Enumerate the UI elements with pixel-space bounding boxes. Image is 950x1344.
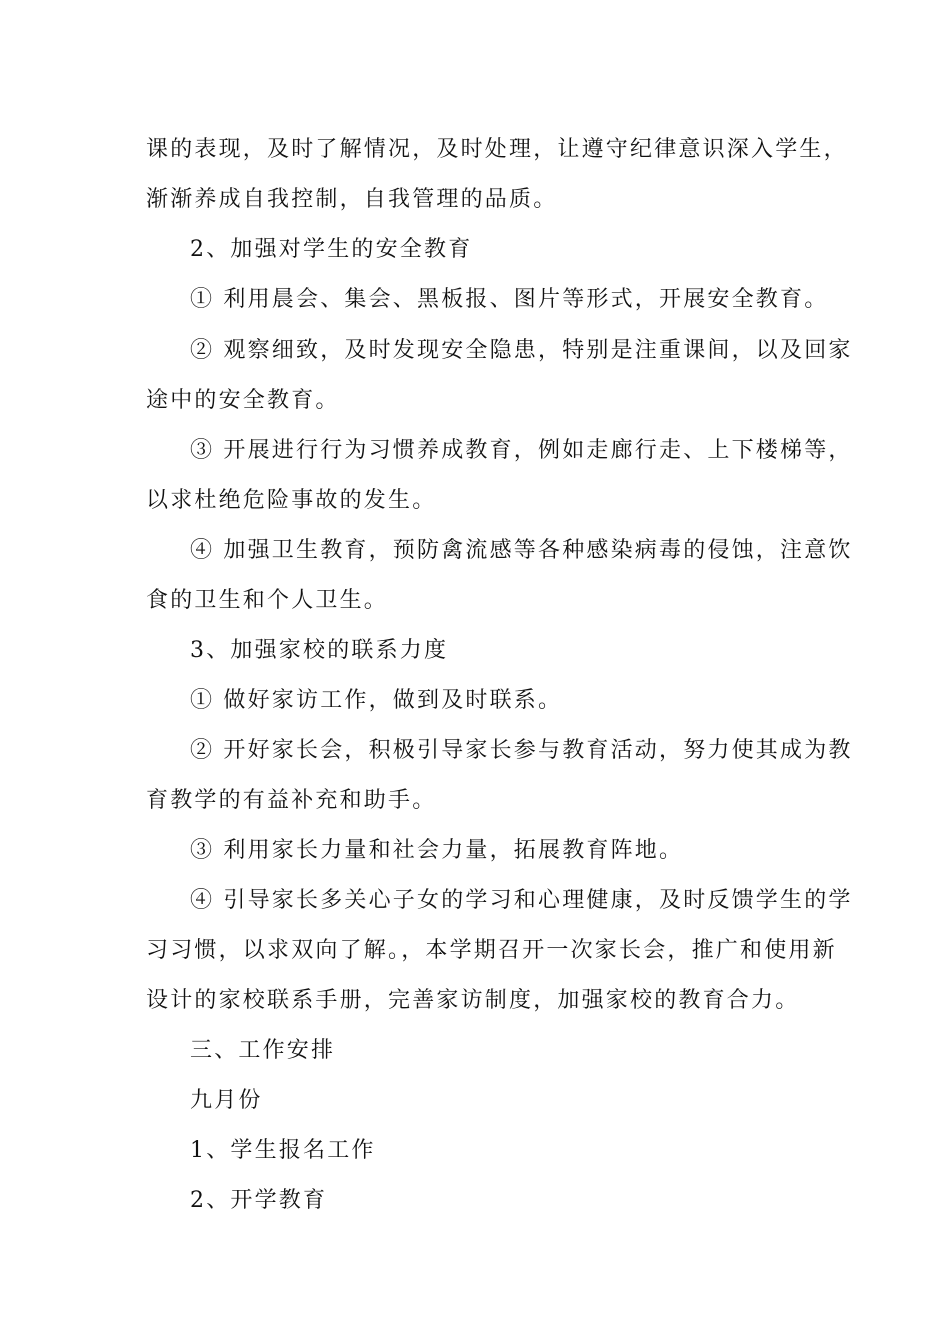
list-item: ③ 开展进行行为习惯养成教育，例如走廊行走、上下楼梯等，: [190, 438, 853, 463]
list-item: ① 利用晨会、集会、黑板报、图片等形式，开展安全教育。: [190, 287, 829, 312]
section-heading: 3、加强家校的联系力度: [190, 638, 449, 663]
text-line: 以求杜绝危险事故的发生。: [146, 488, 437, 513]
text-line: 食的卫生和个人卫生。: [146, 588, 389, 613]
list-item: 1、学生报名工作: [190, 1138, 376, 1163]
list-item: ④ 加强卫生教育，预防禽流感等各种感染病毒的侵蚀，注意饮: [190, 538, 853, 563]
month-heading: 九月份: [190, 1088, 263, 1113]
list-item: ① 做好家访工作，做到及时联系。: [190, 688, 563, 713]
text-line: 课的表现，及时了解情况，及时处理，让遵守纪律意识深入学生，: [146, 137, 848, 162]
list-item: ④ 引导家长多关心子女的学习和心理健康，及时反馈学生的学: [190, 888, 853, 913]
list-item: 2、开学教育: [190, 1188, 328, 1213]
list-item: ③ 利用家长力量和社会力量，拓展教育阵地。: [190, 838, 684, 863]
text-line: 育教学的有益补充和助手。: [146, 788, 437, 813]
list-item: ② 观察细致，及时发现安全隐患，特别是注重课间，以及回家: [190, 338, 853, 363]
text-line: 设计的家校联系手册，完善家访制度，加强家校的教育合力。: [146, 988, 800, 1013]
list-item: ② 开好家长会，积极引导家长参与教育活动，努力使其成为教: [190, 738, 853, 763]
text-line: 习习惯，以求双向了解。，本学期召开一次家长会，推广和使用新: [146, 938, 837, 963]
text-line: 途中的安全教育。: [146, 388, 340, 413]
section-heading: 2、加强对学生的安全教育: [190, 237, 473, 262]
text-line: 渐渐养成自我控制，自我管理的品质。: [146, 187, 558, 212]
section-heading: 三、工作安排: [190, 1038, 336, 1063]
